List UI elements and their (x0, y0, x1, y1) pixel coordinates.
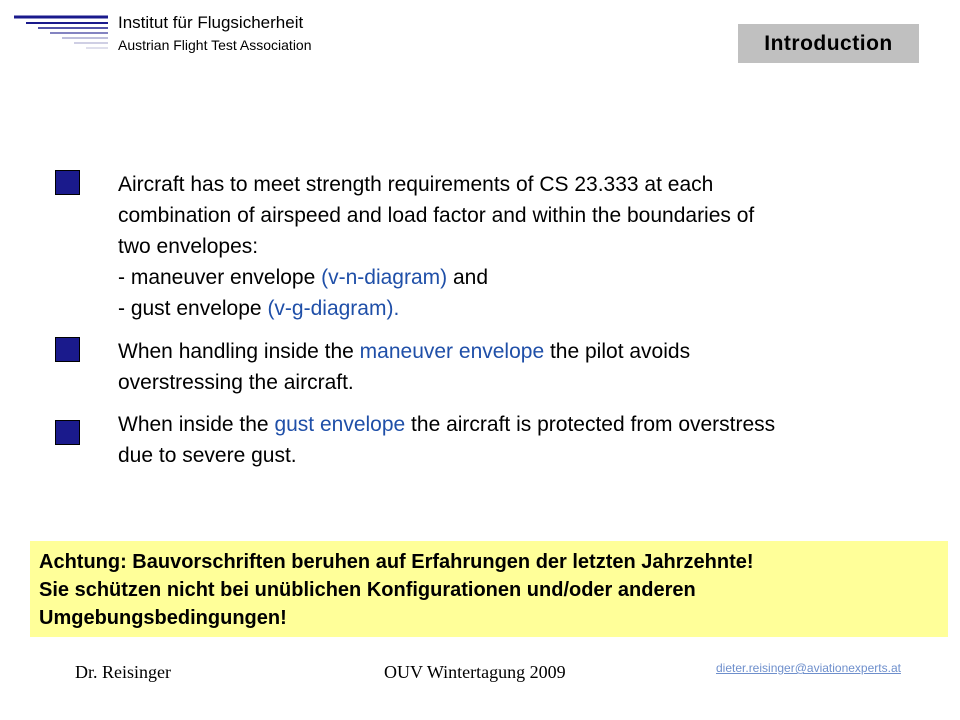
bullet-line (118, 293, 878, 324)
text-segment: combination of airspeed and load factor and within the boundaries of (118, 204, 755, 227)
text-segment: - maneuver envelope (118, 266, 322, 289)
warning-line: Umgebungsbedingungen! (39, 607, 287, 629)
bullet-line (118, 262, 878, 293)
bullet-line (118, 200, 878, 231)
bullet-line (118, 440, 878, 471)
warning-box (30, 541, 948, 637)
text-segment: When inside the (118, 413, 275, 436)
bullet-line (118, 336, 878, 367)
footer-author: Dr. Reisinger (75, 662, 171, 682)
org-subtitle: Austrian Flight Test Association (118, 37, 312, 53)
warning-line: Achtung: Bauvorschriften beruhen auf Erfahrungen der letzten Jahrzehnte! (39, 551, 754, 573)
footer-email-link[interactable]: dieter.reisinger@aviationexperts.at (716, 661, 901, 675)
text-segment: the aircraft is protected from overstress (405, 413, 776, 436)
highlighted-term: gust envelope (274, 413, 406, 436)
text-segment: two envelopes: (118, 235, 259, 258)
bullet-text (118, 409, 878, 471)
bullet-line (118, 169, 878, 200)
text-segment: due to severe gust. (118, 444, 297, 467)
bullet-line (118, 409, 878, 440)
institute-logo (8, 12, 112, 56)
highlighted-term: (v-g-diagram). (267, 297, 400, 320)
bullet-text (118, 336, 878, 398)
bullet-square-icon (55, 420, 80, 445)
highlighted-term: (v-n-diagram) (321, 266, 448, 289)
warning-line: Sie schützen nicht bei unüblichen Konfigurationen und/oder anderen (39, 579, 696, 601)
bullet-square-icon (55, 337, 80, 362)
text-segment: the pilot avoids (544, 340, 691, 363)
bullet-text (118, 169, 878, 324)
org-name: Institut für Flugsicherheit (118, 13, 304, 32)
highlighted-term: maneuver envelope (359, 340, 545, 363)
text-segment: and (447, 266, 489, 289)
footer-event: OUV Wintertagung 2009 (384, 662, 566, 682)
text-segment: Aircraft has to meet strength requirements of CS 23.333 at each (118, 173, 714, 196)
text-segment: - gust envelope (118, 297, 268, 320)
bullet-line (118, 367, 878, 398)
bullet-line (118, 231, 878, 262)
bullet-square-icon (55, 170, 80, 195)
text-segment: overstressing the aircraft. (118, 371, 354, 394)
text-segment: When handling inside the (118, 340, 360, 363)
section-title: Introduction (738, 24, 919, 63)
